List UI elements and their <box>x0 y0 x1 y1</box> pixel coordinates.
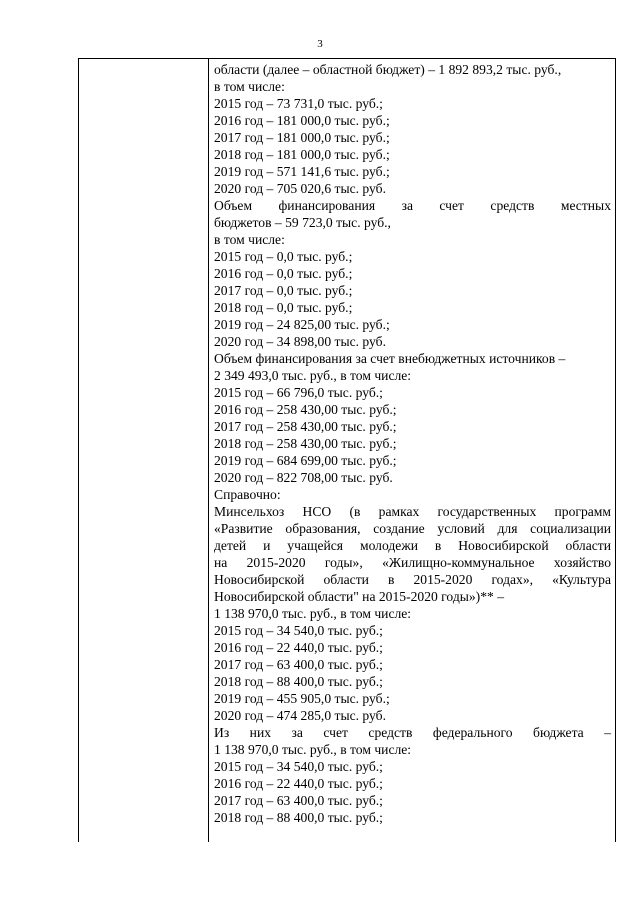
funding-text-line: 2018 год – 181 000,0 тыс. руб.; <box>214 147 390 162</box>
funding-text-line: 2017 год – 181 000,0 тыс. руб.; <box>214 130 390 145</box>
funding-text-line: «Развитие образования, создание условий для социализации <box>214 521 611 536</box>
funding-text-line: 2019 год – 24 825,00 тыс. руб.; <box>214 317 390 332</box>
funding-text-line: 2020 год – 705 020,6 тыс. руб. <box>214 181 386 196</box>
funding-text-line: 2018 год – 258 430,00 тыс. руб.; <box>214 436 397 451</box>
funding-text-line: на 2015-2020 годы», «Жилищно-коммунальное хозяйство <box>214 555 611 570</box>
funding-text-line: 2017 год – 63 400,0 тыс. руб.; <box>214 657 383 672</box>
funding-text-line: Новосибирской области в 2015-2020 годах», «Культура <box>214 572 611 587</box>
funding-text-line: 2017 год – 0,0 тыс. руб.; <box>214 283 353 298</box>
program-funding-table <box>78 58 616 842</box>
funding-text-line: 2015 год – 34 540,0 тыс. руб.; <box>214 623 383 638</box>
funding-text-line: 2 349 493,0 тыс. руб., в том числе: <box>214 368 412 383</box>
funding-text-line: Объем финансирования за счет внебюджетных источников – <box>214 351 566 366</box>
page-number: 3 <box>317 38 323 50</box>
funding-text-line: 2020 год – 34 898,00 тыс. руб. <box>214 334 386 349</box>
funding-text-line: 2017 год – 258 430,00 тыс. руб.; <box>214 419 397 434</box>
funding-text-line: 2020 год – 474 285,0 тыс. руб. <box>214 708 386 723</box>
funding-text-line: 2015 год – 66 796,0 тыс. руб.; <box>214 385 383 400</box>
funding-text-line: Из них за счет средств федерального бюджета – <box>214 725 611 740</box>
funding-text-line: детей и учащейся молодежи в Новосибирской области <box>214 538 611 553</box>
funding-text-line: 2016 год – 181 000,0 тыс. руб.; <box>214 113 390 128</box>
funding-text-line: 2016 год – 0,0 тыс. руб.; <box>214 266 353 281</box>
funding-text-line: Минсельхоз НСО (в рамках государственных программ <box>214 504 611 519</box>
funding-text-line: 2016 год – 258 430,00 тыс. руб.; <box>214 402 397 417</box>
funding-text-line: 2018 год – 88 400,0 тыс. руб.; <box>214 810 383 825</box>
funding-text-line: в том числе: <box>214 79 285 94</box>
funding-text-line: 2019 год – 571 141,6 тыс. руб.; <box>214 164 390 179</box>
funding-text-line: 1 138 970,0 тыс. руб., в том числе: <box>214 742 412 757</box>
funding-text-line: в том числе: <box>214 232 285 247</box>
table-left-column <box>79 59 209 842</box>
funding-text-line: 2018 год – 0,0 тыс. руб.; <box>214 300 353 315</box>
table-right-column <box>209 59 615 826</box>
funding-text-line: 2015 год – 73 731,0 тыс. руб.; <box>214 96 383 111</box>
funding-text-line: 2016 год – 22 440,0 тыс. руб.; <box>214 640 383 655</box>
funding-text-line: Новосибирской области" на 2015-2020 годы»)** – <box>214 589 504 604</box>
funding-text-line: бюджетов – 59 723,0 тыс. руб., <box>214 215 391 230</box>
funding-text-line: 2018 год – 88 400,0 тыс. руб.; <box>214 674 383 689</box>
funding-text-line: 2019 год – 455 905,0 тыс. руб.; <box>214 691 390 706</box>
funding-text-line: области (далее – областной бюджет) – 1 892 893,2 тыс. руб., <box>214 62 562 77</box>
funding-text-line: Справочно: <box>214 487 281 502</box>
funding-text-line: 2016 год – 22 440,0 тыс. руб.; <box>214 776 383 791</box>
funding-text-line: Объем финансирования за счет средств местных <box>214 198 611 213</box>
funding-text-line: 1 138 970,0 тыс. руб., в том числе: <box>214 606 412 621</box>
funding-text-line: 2015 год – 0,0 тыс. руб.; <box>214 249 353 264</box>
funding-text-line: 2015 год – 34 540,0 тыс. руб.; <box>214 759 383 774</box>
funding-text-line: 2020 год – 822 708,00 тыс. руб. <box>214 470 393 485</box>
funding-text-line: 2017 год – 63 400,0 тыс. руб.; <box>214 793 383 808</box>
funding-text-line: 2019 год – 684 699,00 тыс. руб.; <box>214 453 397 468</box>
